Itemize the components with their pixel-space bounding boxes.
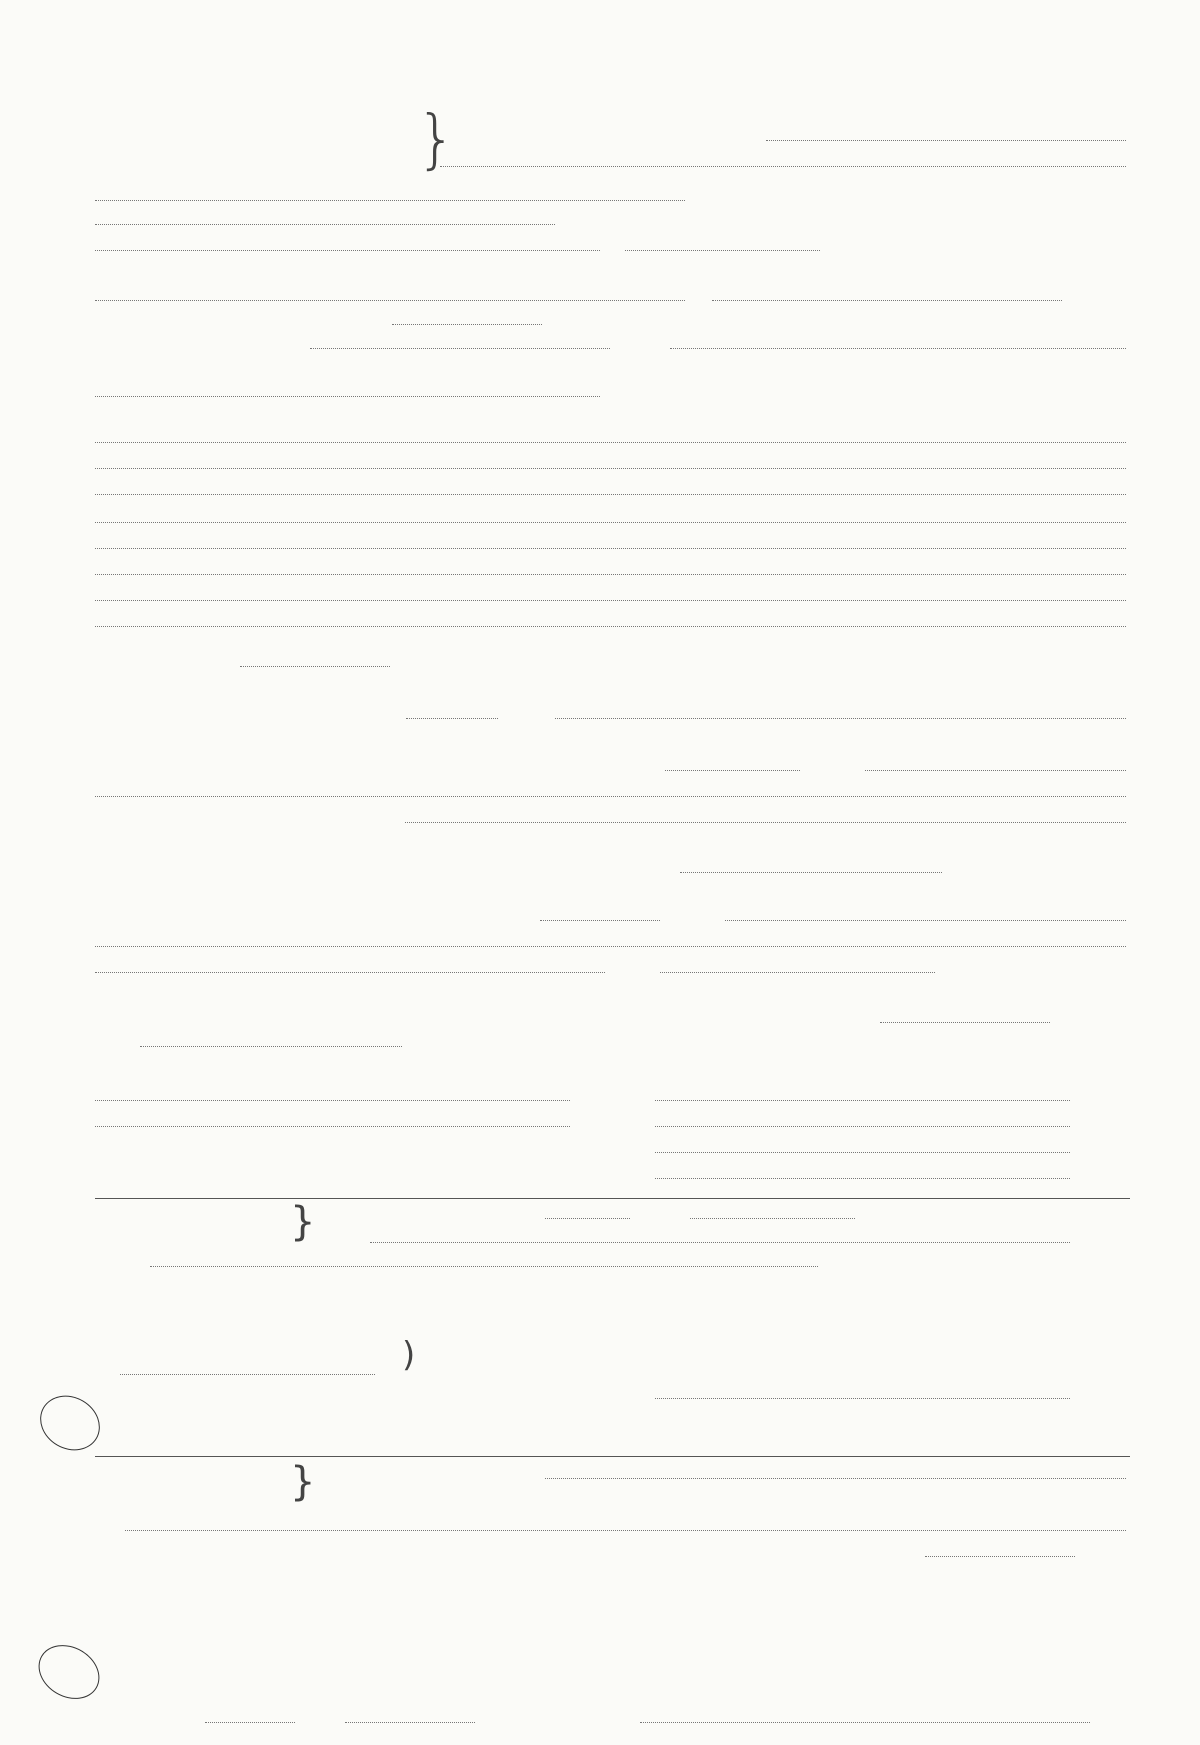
dotted-line <box>95 796 1126 797</box>
dotted-line <box>625 250 820 251</box>
dotted-line <box>95 468 1126 469</box>
dotted-line <box>670 348 1126 349</box>
dotted-line <box>880 1022 1050 1023</box>
dotted-line <box>680 872 942 873</box>
dotted-line <box>655 1178 1070 1179</box>
cert1-seal-stamp <box>30 1385 110 1461</box>
dotted-line <box>95 250 600 251</box>
cert2-brace: } <box>290 1459 316 1505</box>
dotted-line <box>370 1242 1070 1243</box>
section-divider-2 <box>95 1456 1130 1457</box>
header-brace: } <box>416 103 457 177</box>
dotted-line <box>95 300 685 301</box>
dotted-line <box>540 920 660 921</box>
dotted-line <box>925 1556 1075 1557</box>
dotted-line <box>640 1722 1090 1723</box>
dotted-line <box>655 1100 1070 1101</box>
dotted-line <box>95 1126 570 1127</box>
dotted-line <box>660 972 935 973</box>
dotted-line <box>205 1722 295 1723</box>
dotted-line <box>95 574 1126 575</box>
dotted-line <box>95 972 605 973</box>
dotted-line <box>95 1100 570 1101</box>
dotted-line <box>345 1722 475 1723</box>
dotted-line <box>95 548 1126 549</box>
dotted-line <box>95 494 1126 495</box>
dotted-line <box>95 946 1126 947</box>
dotted-line <box>95 442 1126 443</box>
dotted-line <box>725 920 1126 921</box>
dotted-line <box>545 1478 1126 1479</box>
dotted-line <box>392 324 542 325</box>
dotted-line <box>95 522 1126 523</box>
dotted-line <box>406 718 498 719</box>
dotted-line <box>555 718 1126 719</box>
dotted-line <box>150 1266 818 1267</box>
dotted-line <box>545 1218 630 1219</box>
dotted-line <box>240 666 390 667</box>
dotted-line <box>120 1374 375 1375</box>
dotted-line <box>690 1218 855 1219</box>
dotted-line <box>95 200 685 201</box>
dotted-line <box>440 166 1126 167</box>
dotted-line <box>865 770 1126 771</box>
dotted-line <box>95 224 555 225</box>
dotted-line <box>405 822 1126 823</box>
dotted-line <box>766 140 1126 141</box>
dotted-line <box>95 626 1126 627</box>
dotted-line <box>655 1152 1070 1153</box>
dotted-line <box>125 1530 1126 1531</box>
section-divider <box>95 1198 1130 1199</box>
dotted-line <box>95 396 600 397</box>
dotted-line <box>310 348 610 349</box>
dotted-line <box>712 300 1062 301</box>
dotted-line <box>655 1126 1070 1127</box>
dotted-line <box>140 1046 402 1047</box>
dotted-line <box>665 770 800 771</box>
cert1-brace-2: ) <box>402 1335 416 1375</box>
cert2-seal-stamp <box>29 1634 109 1709</box>
dotted-line <box>655 1398 1070 1399</box>
cert1-brace: } <box>290 1199 316 1245</box>
dotted-line <box>95 600 1126 601</box>
